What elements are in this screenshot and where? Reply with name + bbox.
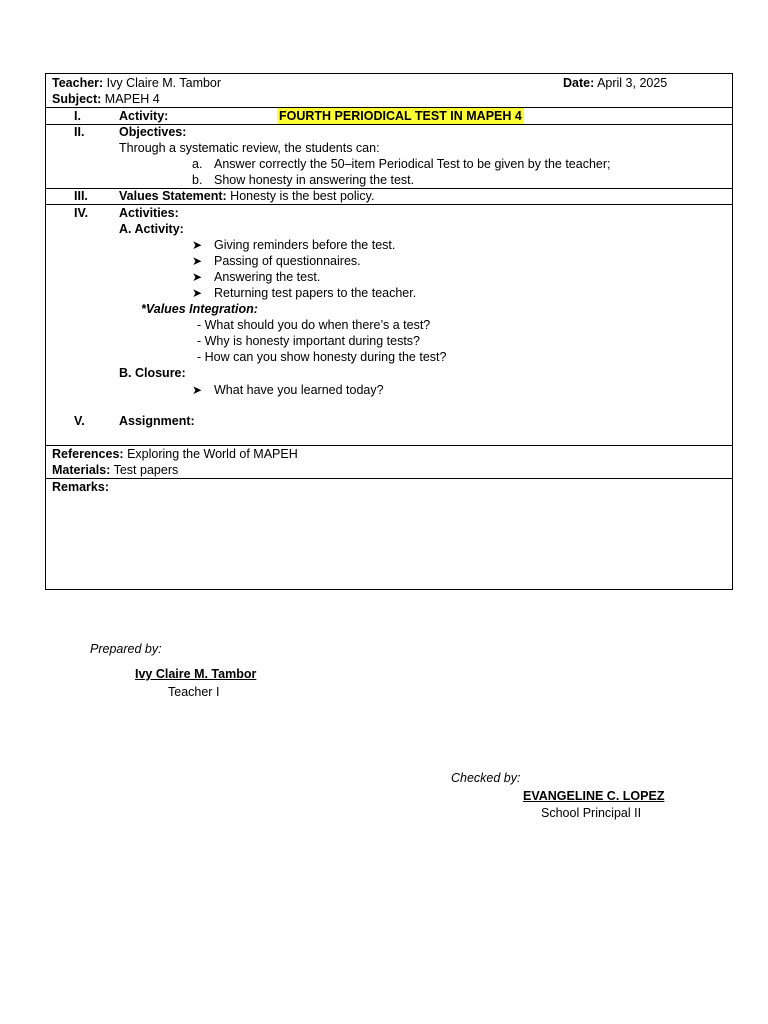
prepared-by-name: Ivy Claire M. Tambor <box>135 667 257 681</box>
values-integration-star: * <box>141 302 146 316</box>
objective-b-marker: b. <box>192 173 203 187</box>
arrowhead-bullet-icon: ➤ <box>192 238 203 252</box>
materials-value: Test papers <box>113 463 179 477</box>
prepared-by-title: Teacher I <box>168 685 220 699</box>
section-v-number: V. <box>74 414 85 428</box>
arrowhead-bullet-icon: ➤ <box>192 383 203 397</box>
test-title: FOURTH PERIODICAL TEST IN MAPEH 4 <box>279 109 522 123</box>
prepared-by-label: Prepared by: <box>90 642 162 656</box>
date-value: April 3, 2025 <box>597 76 668 90</box>
closure-b-label: B. Closure: <box>119 366 186 380</box>
subject-field <box>52 91 160 107</box>
closure-item: What have you learned today? <box>214 383 384 397</box>
references-label: References: <box>52 447 124 461</box>
arrowhead-bullet-icon: ➤ <box>192 270 203 284</box>
section-i-number: I. <box>74 109 81 123</box>
values-integration-heading <box>141 301 258 317</box>
date-label: Date: <box>563 76 595 90</box>
arrowhead-bullet-icon: ➤ <box>192 254 203 268</box>
references-value: Exploring the World of MAPEH <box>127 447 298 461</box>
section-v-label: Assignment: <box>119 414 195 428</box>
values-question: - How can you show honesty during the test? <box>197 350 447 364</box>
references-field <box>52 446 298 462</box>
values-statement-label: Values Statement: <box>119 189 227 203</box>
teacher-label: Teacher: <box>52 76 104 90</box>
remarks-label: Remarks: <box>52 480 109 494</box>
section-iii-number: III. <box>74 189 88 203</box>
divider <box>46 478 732 479</box>
subject-value: MAPEH 4 <box>104 92 160 106</box>
materials-label: Materials: <box>52 463 111 477</box>
arrowhead-bullet-icon: ➤ <box>192 286 203 300</box>
subject-label: Subject: <box>52 92 102 106</box>
checked-by-label: Checked by: <box>451 771 521 785</box>
teacher-value: Ivy Claire M. Tambor <box>106 76 222 90</box>
section-iv-number: IV. <box>74 206 89 220</box>
activity-item: Returning test papers to the teacher. <box>214 286 417 300</box>
section-iv-label: Activities: <box>119 206 179 220</box>
checked-by-name: EVANGELINE C. LOPEZ <box>523 789 665 803</box>
objective-a-marker: a. <box>192 157 203 171</box>
checked-by-title: School Principal II <box>541 806 642 820</box>
objective-a-text: Answer correctly the 50–item Periodical Test to be given by the teacher; <box>214 157 611 171</box>
values-question: - What should you do when there’s a test? <box>197 318 431 332</box>
activity-a-label: A. Activity: <box>119 222 184 236</box>
objective-b-text: Show honesty in answering the test. <box>214 173 415 187</box>
section-i-label: Activity: <box>119 109 169 123</box>
values-statement-text: Honesty is the best policy. <box>230 189 375 203</box>
date-field <box>563 75 667 91</box>
lesson-plan-table <box>45 73 733 590</box>
activity-item: Answering the test. <box>214 270 321 284</box>
section-ii-label: Objectives: <box>119 125 187 139</box>
activity-item: Passing of questionnaires. <box>214 254 361 268</box>
activity-item: Giving reminders before the test. <box>214 238 396 252</box>
materials-field <box>52 462 178 478</box>
values-statement <box>119 188 374 204</box>
values-integration-label: Values Integration: <box>145 302 258 316</box>
objectives-intro: Through a systematic review, the students can: <box>119 141 380 155</box>
section-ii-number: II. <box>74 125 85 139</box>
values-question: - Why is honesty important during tests? <box>197 334 421 348</box>
teacher-field <box>52 75 221 91</box>
